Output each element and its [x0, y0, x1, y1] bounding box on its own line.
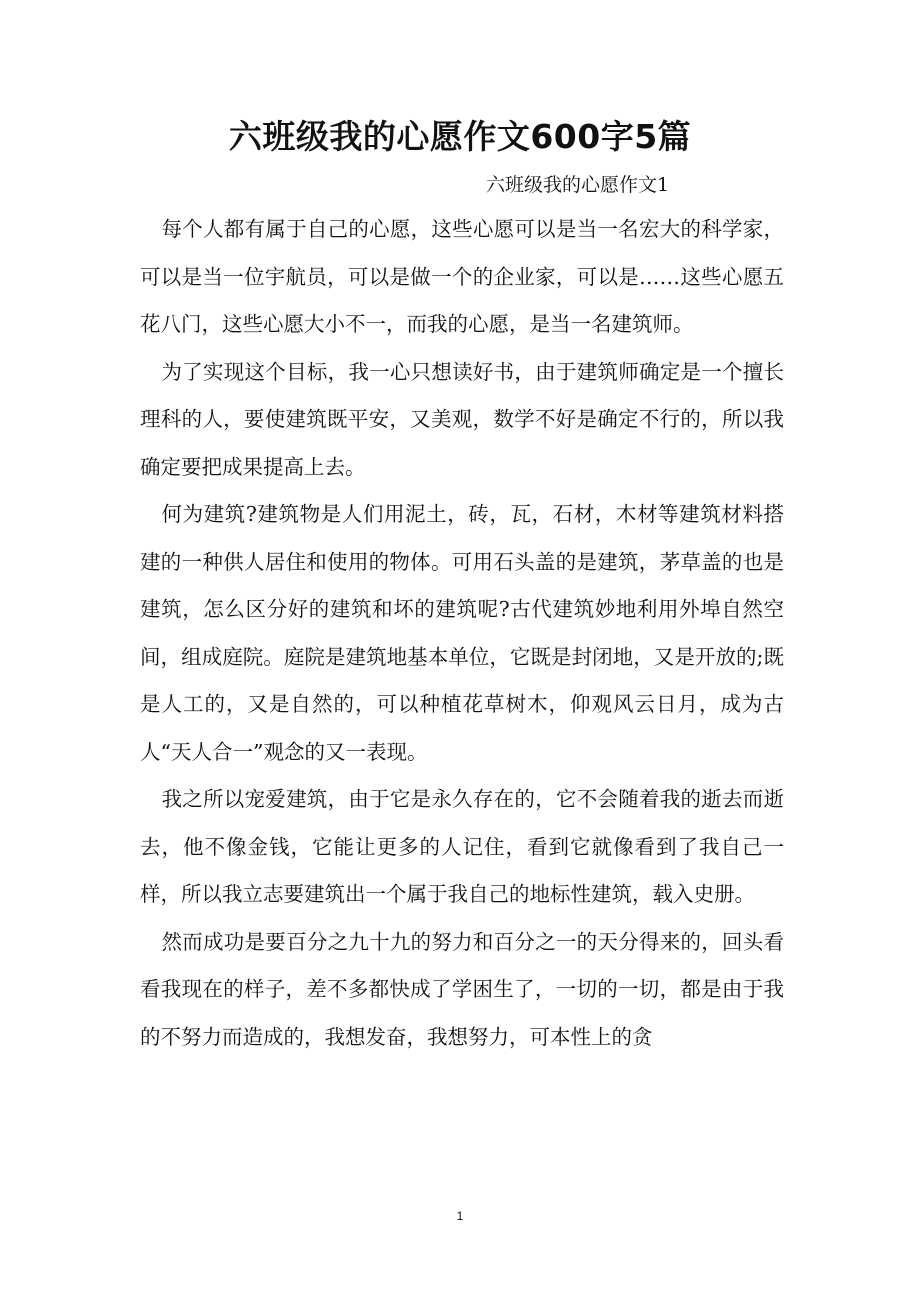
essay-body — [140, 206, 784, 1061]
paragraph: 我之所以宠爱建筑，由于它是永久存在的，它不会随着我的逝去而逝去，他不像金钱，它能让更多的人记住，看到它就像看到了我自己一样，所以我立志要建筑出一个属于我自己的地标性建筑，载入史册。 — [140, 787, 784, 906]
paragraph: 何为建筑?建筑物是人们用泥土，砖，瓦，石材，木材等建筑材料搭建的一种供人居住和使用的物体。可用石头盖的是建筑，茅草盖的也是建筑，怎么区分好的建筑和坏的建筑呢?古代建筑妙地利用外埠自然空间，组成庭院。庭院是建筑地基本单位，它既是封闭地，又是开放的;既是人工的，又是自然的，可以种植花草树木，仰观风云日月，成为古人“天人合一”观念的又一表现。 — [140, 502, 784, 764]
essay-subtitle: 六班级我的心愿作文1 — [486, 174, 670, 196]
paragraph: 每个人都有属于自己的心愿，这些心愿可以是当一名宏大的科学家，可以是当一位宇航员，可以是做一个的企业家，可以是……这些心愿五花八门，这些心愿大小不一，而我的心愿，是当一名建筑师。 — [140, 217, 784, 336]
paragraph: 为了实现这个目标，我一心只想读好书，由于建筑师确定是一个擅长理科的人，要使建筑既平安，又美观，数学不好是确定不行的，所以我确定要把成果提高上去。 — [140, 359, 784, 479]
document-title: 六班级我的心愿作文600字5篇 — [228, 117, 692, 156]
paragraph: 然而成功是要百分之九十九的努力和百分之一的天分得来的，回头看看我现在的样子，差不多都快成了学困生了，一切的一切，都是由于我的不努力而造成的，我想发奋，我想努力，可本性上的贪 — [140, 929, 784, 1049]
page-number: 1 — [456, 1209, 464, 1223]
